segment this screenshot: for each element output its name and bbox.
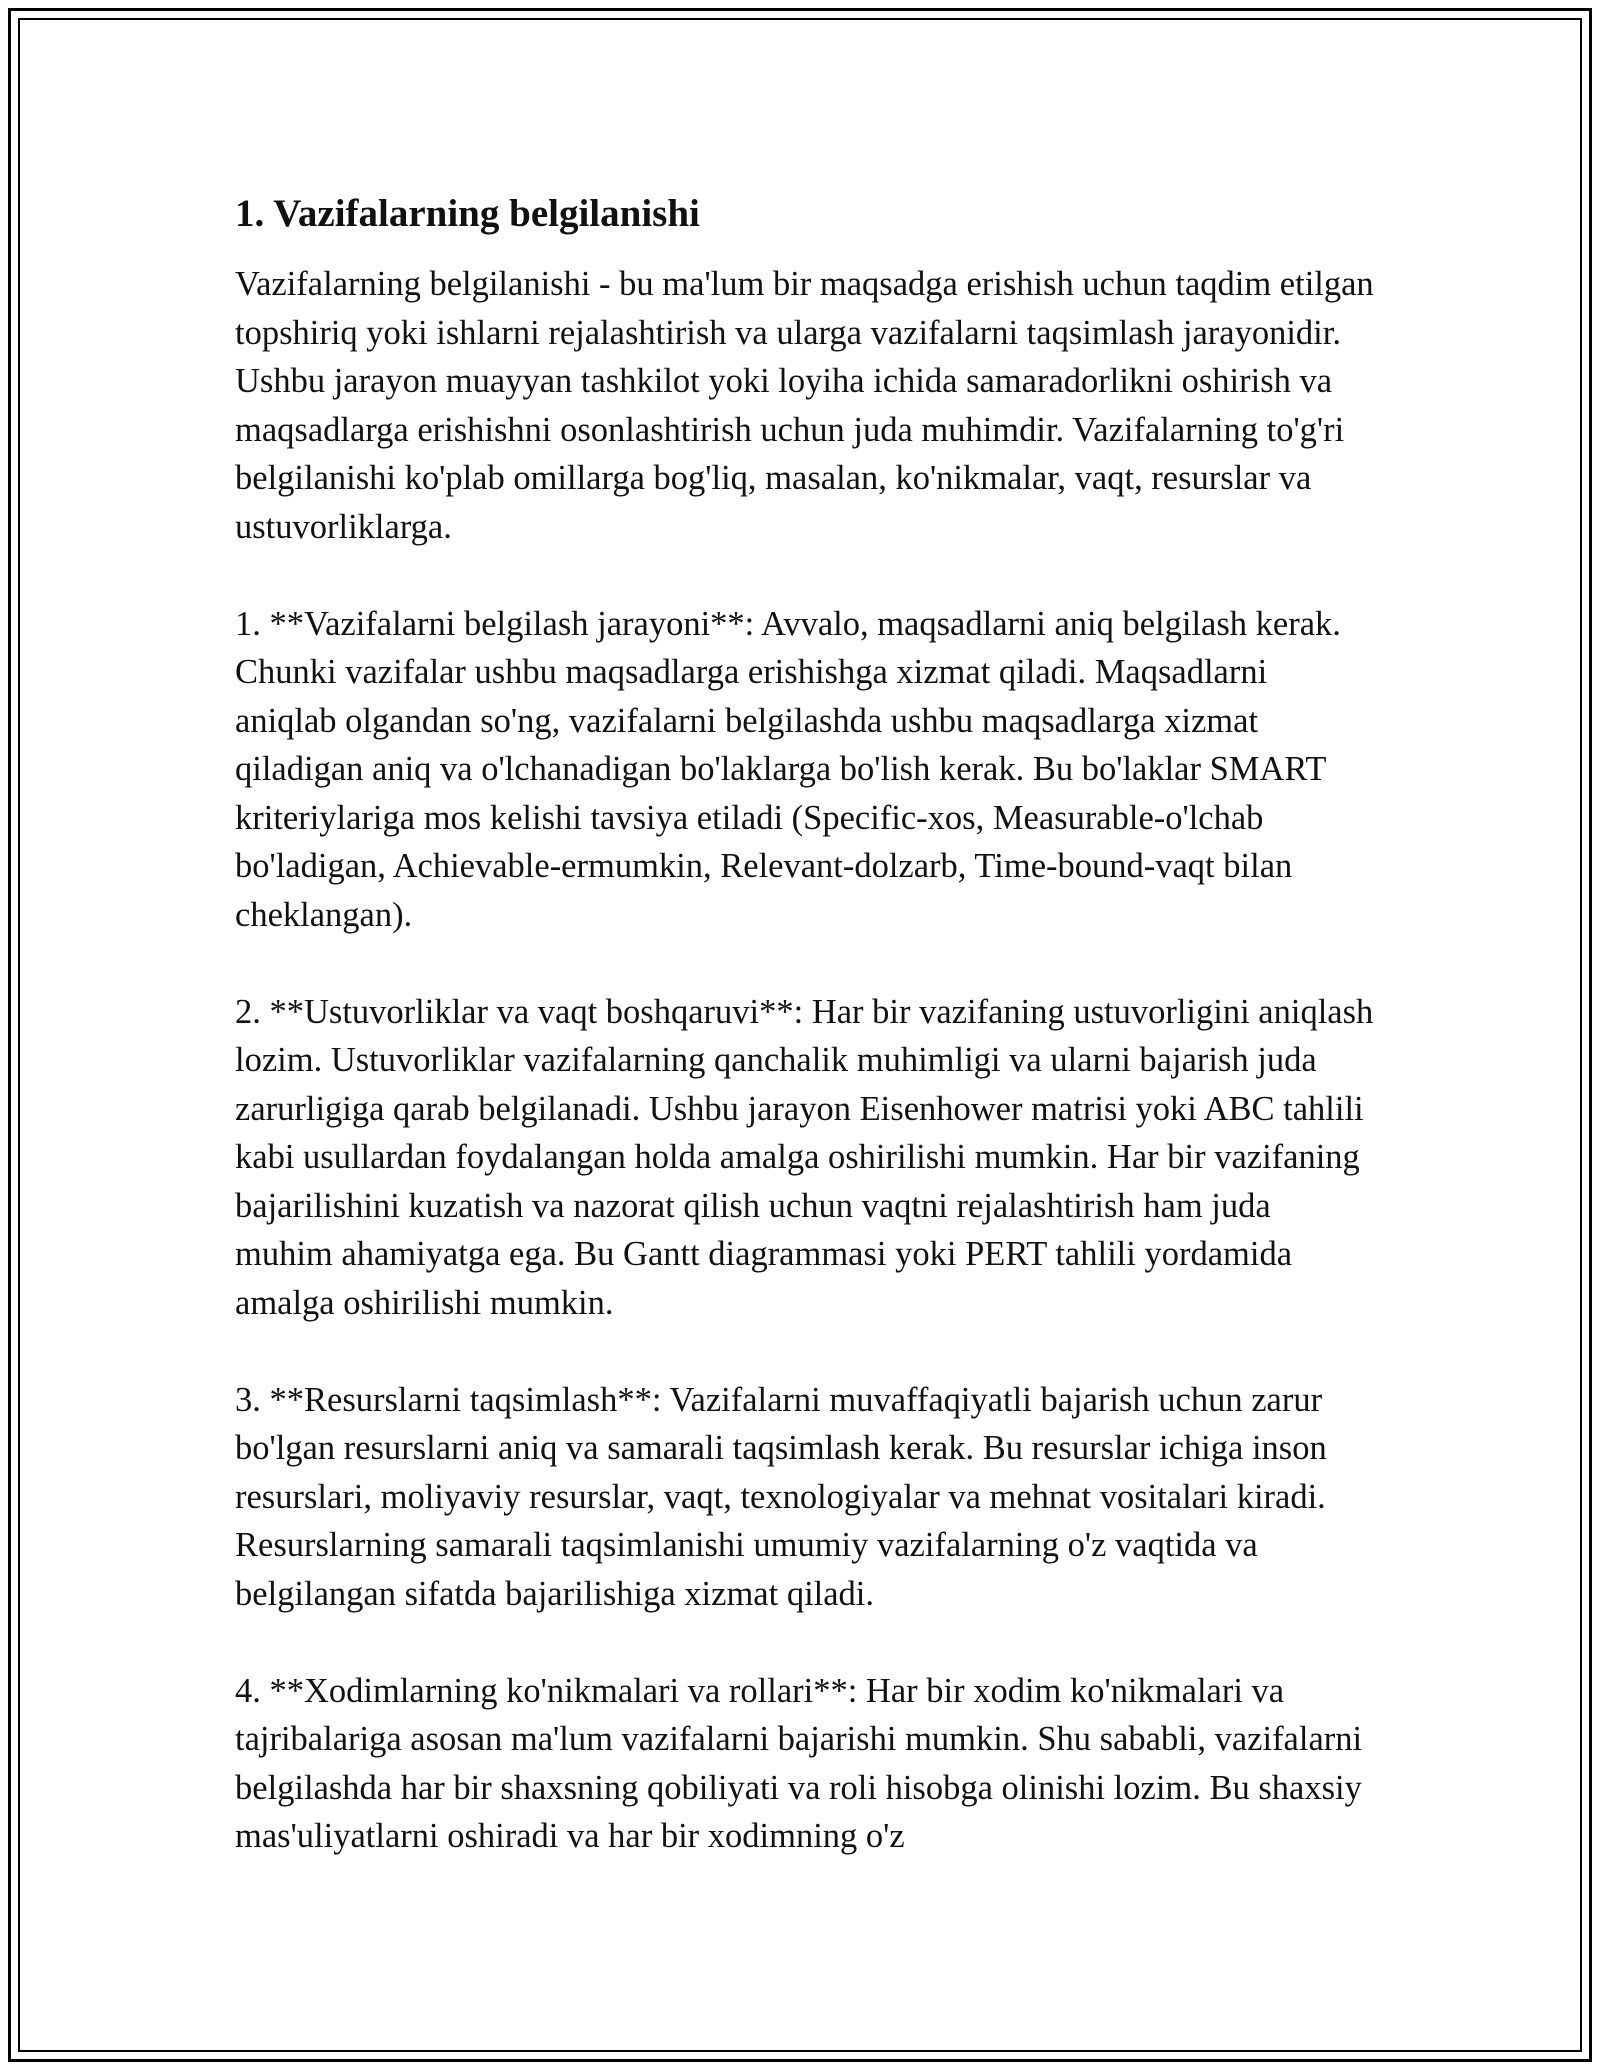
paragraph-resource-allocation: 3. **Resurslarni taqsimlash**: Vazifalarni muvaffaqiyatli bajarish uchun zarur bo'lgan resurslarni aniq va samarali taqsimlash kerak. Bu resurslar ichiga inson resurslari, moliyaviy resurslar, vaqt, texnologiyalar va mehnat vositalari kiradi. Resurslarning samarali taqsimlanishi umumiy vazifalarning o'z vaqtida va belgilangan sifatda bajarilishiga xizmat qiladi. <box>235 1380 1327 1613</box>
paragraph-staff-skills-roles: 4. **Xodimlarning ko'nikmalari va rollari**: Har bir xodim ko'nikmalari va tajribalariga asosan ma'lum vazifalarni bajarishi mumkin. Shu sababli, vazifalarni belgilashda har bir shaxsning qobiliyati va roli hisobga olinishi lozim. Bu shaxsiy mas'uliyatlarni oshiradi va har bir xodimning o'z <box>235 1671 1363 1855</box>
section-heading: 1. Vazifalarning belgilanishi <box>235 192 700 235</box>
paragraph-priorities-time-management: 2. **Ustuvorliklar va vaqt boshqaruvi**: Har bir vazifaning ustuvorligini aniqlash lozim. Ustuvorliklar vazifalarning qanchalik muhimligi va ularni bajarish juda zarurligiga qarab belgilanadi. Ushbu jarayon Eisenhower matrisi yoki ABC tahlili kabi usullardan foydalangan holda amalga oshirilishi mumkin. Har bir vazifaning bajarilishini kuzatish va nazorat qilish uchun vaqtni rejalashtirish ham juda muhim ahamiyatga ega. Bu Gantt diagrammasi yoki PERT tahlili yordamida amalga oshirilishi mumkin. <box>235 992 1374 1322</box>
document-body <box>235 188 1375 1909</box>
paragraph-task-definition-process: 1. **Vazifalarni belgilash jarayoni**: Avvalo, maqsadlarni aniq belgilash kerak. Chunki vazifalar ushbu maqsadlarga erishishga xizmat qiladi. Maqsadlarni aniqlab olgandan so'ng, vazifalarni belgilashda ushbu maqsadlarga xizmat qiladigan aniq va o'lchanadigan bo'laklarga bo'lish kerak. Bu bo'laklar SMART kriteriylariga mos kelishi tavsiya etiladi (Specific-xos, Measurable-o'lchab bo'ladigan, Achievable-ermumkin, Relevant-dolzarb, Time-bound-vaqt bilan cheklangan). <box>235 604 1341 934</box>
intro-paragraph: Vazifalarning belgilanishi - bu ma'lum bir maqsadga erishish uchun taqdim etilgan topshiriq yoki ishlarni rejalashtirish va ularga vazifalarni taqsimlash jarayonidir. Ushbu jarayon muayyan tashkilot yoki loyiha ichida samaradorlikni oshirish va maqsadlarga erishishni osonlashtirish uchun juda muhimdir. Vazifalarning to'g'ri belgilanishi ko'plab omillarga bog'liq, masalan, ko'nikmalar, vaqt, resurslar va ustuvorliklarga. <box>235 265 1374 546</box>
